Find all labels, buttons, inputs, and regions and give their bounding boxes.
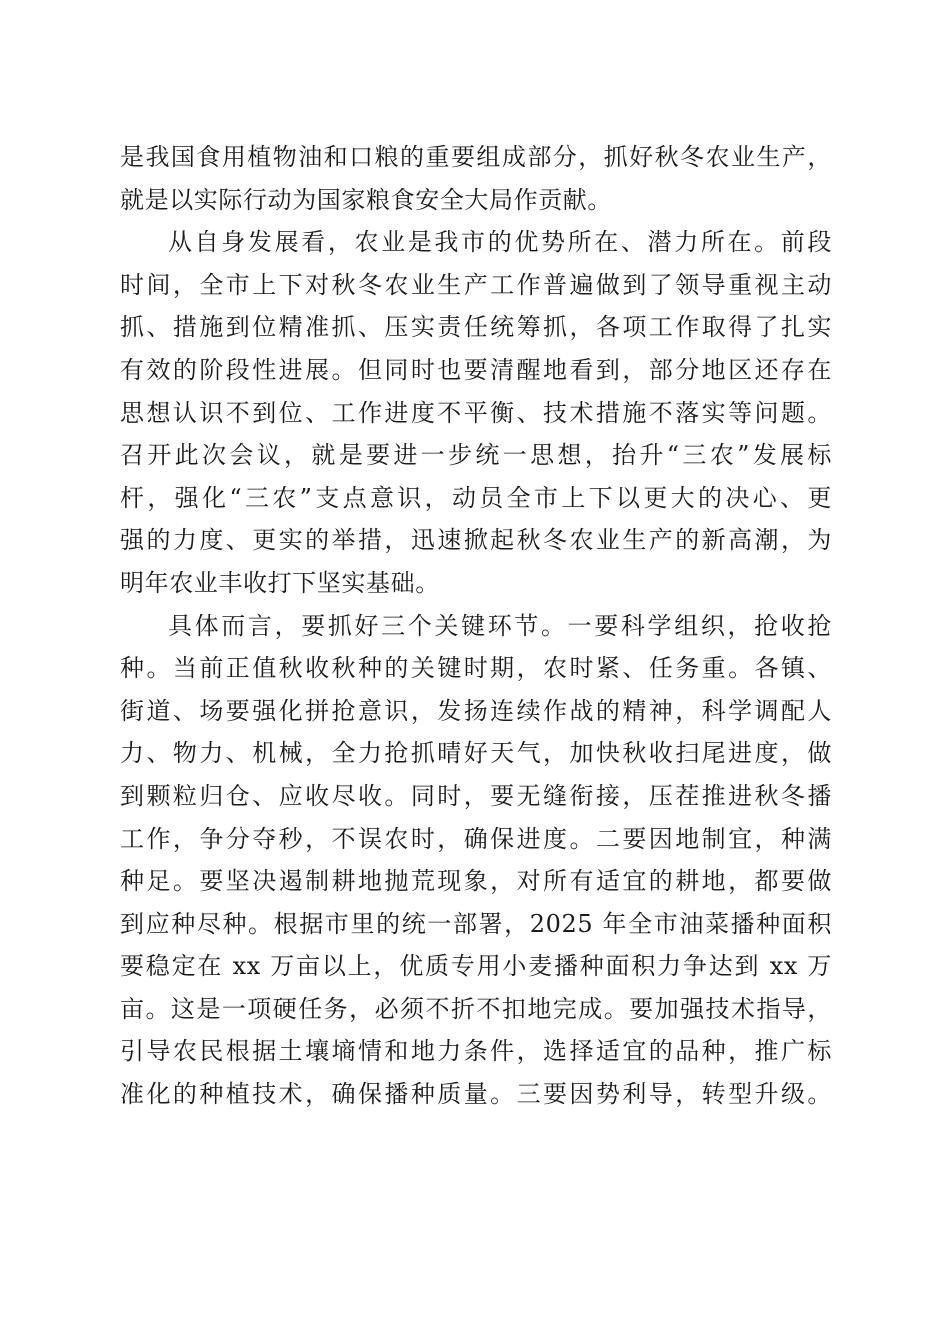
paragraph-start-line: 从自身发展看，农业是我市的优势所在、潜力所在。前段	[168, 228, 832, 257]
text-line: 工作，争分夺秒，不误农时，确保进度。二要因地制宜，种满	[120, 824, 832, 853]
text-line: 引导农民根据土壤墒情和地力条件，选择适宜的品种，推广标	[120, 1037, 832, 1066]
text-line: 要稳定在 xx 万亩以上，优质专用小麦播种面积力争达到 xx 万	[120, 952, 832, 981]
text-line: 到应种尽种。根据市里的统一部署，2025 年全市油菜播种面积	[120, 909, 832, 938]
text-line: 就是以实际行动为国家粮食安全大局作贡献。	[120, 185, 612, 214]
text-line: 明年农业丰收打下坚实基础。	[120, 568, 440, 597]
text-line: 街道、场要强化拼抢意识，发扬连续作战的精神，科学调配人	[120, 696, 832, 725]
text-line: 力、物力、机械，全力抢抓晴好天气，加快秋收扫尾进度，做	[120, 739, 832, 768]
text-line: 是我国食用植物油和口粮的重要组成部分，抓好秋冬农业生产，	[120, 143, 832, 171]
text-line: 到颗粒归仓、应收尽收。同时，要无缝衔接，压茬推进秋冬播	[120, 781, 832, 810]
text-line: 准化的种植技术，确保播种质量。三要因势利导，转型升级。	[120, 1080, 832, 1109]
text-line: 时间，全市上下对秋冬农业生产工作普遍做到了领导重视主动	[120, 270, 832, 299]
text-line: 杆，强化“三农”支点意识，动员全市上下以更大的决心、更	[120, 483, 832, 512]
text-line: 亩。这是一项硬任务，必须不折不扣地完成。要加强技术指导，	[120, 994, 832, 1023]
text-line: 种足。要坚决遏制耕地抛荒现象，对所有适宜的耕地，都要做	[120, 867, 832, 896]
text-line: 思想认识不到位、工作进度不平衡、技术措施不落实等问题。	[120, 398, 832, 427]
text-line: 召开此次会议，就是要进一步统一思想，抬升“三农”发展标	[120, 441, 832, 470]
text-line: 抓、措施到位精准抓、压实责任统筹抓，各项工作取得了扎实	[120, 313, 832, 342]
text-line: 有效的阶段性进展。但同时也要清醒地看到，部分地区还存在	[120, 355, 832, 384]
body-text	[120, 136, 832, 1116]
text-line: 种。当前正值秋收秋种的关键时期，农时紧、任务重。各镇、	[120, 654, 832, 683]
text-line: 强的力度、更实的举措，迅速掀起秋冬农业生产的新高潮，为	[120, 526, 832, 555]
paragraph-start-line: 具体而言，要抓好三个关键环节。一要科学组织，抢收抢	[168, 611, 832, 640]
